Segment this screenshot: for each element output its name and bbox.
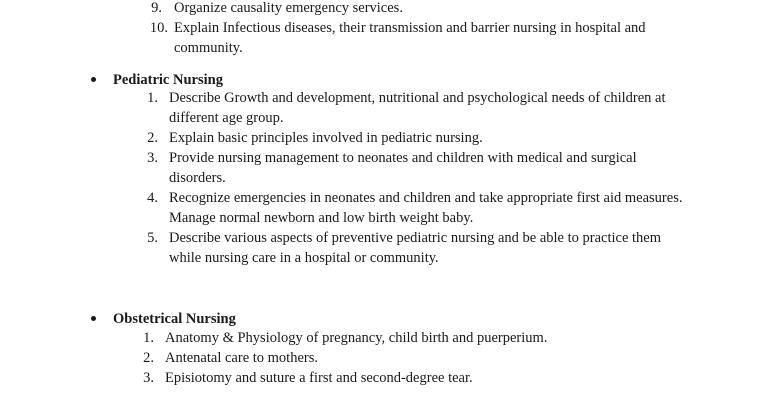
item-number: 9. <box>151 0 162 16</box>
item-text: community. <box>174 40 243 56</box>
bullet-icon <box>91 316 96 321</box>
bullet-icon <box>91 77 96 82</box>
item-number: 5. <box>147 230 158 246</box>
item-number: 1. <box>143 330 154 346</box>
item-text: Explain basic principles involved in pediatric nursing. <box>169 130 483 146</box>
item-number: 1. <box>147 90 158 106</box>
item-text: while nursing care in a hospital or community. <box>169 250 439 266</box>
item-text: Manage normal newborn and low birth weight baby. <box>169 210 474 226</box>
item-text: different age group. <box>169 110 284 126</box>
item-number: 4. <box>147 190 158 206</box>
item-number: 2. <box>143 350 154 366</box>
item-text: Anatomy & Physiology of pregnancy, child birth and puerperium. <box>165 330 548 346</box>
item-number: 2. <box>147 130 158 146</box>
item-number: 3. <box>147 150 158 166</box>
item-text: Antenatal care to mothers. <box>165 350 318 366</box>
item-text: Explain Infectious diseases, their transmission and barrier nursing in hospital and <box>174 20 646 36</box>
section-heading-pediatric: Pediatric Nursing <box>113 72 223 88</box>
item-text: Describe various aspects of preventive pediatric nursing and be able to practice them <box>169 230 662 246</box>
item-text: disorders. <box>169 170 226 186</box>
item-number: 3. <box>143 370 154 386</box>
item-number: 10. <box>149 20 168 36</box>
item-text: Episiotomy and suture a first and second-degree tear. <box>165 370 473 386</box>
section-heading-obstetrical: Obstetrical Nursing <box>113 311 236 327</box>
item-text: Describe Growth and development, nutritional and psychological needs of children at <box>169 90 666 106</box>
item-text: Organize causality emergency services. <box>174 0 403 16</box>
item-text: Recognize emergencies in neonates and children and take appropriate first aid measures. <box>169 190 683 206</box>
item-text: Provide nursing management to neonates and children with medical and surgical <box>169 150 637 166</box>
